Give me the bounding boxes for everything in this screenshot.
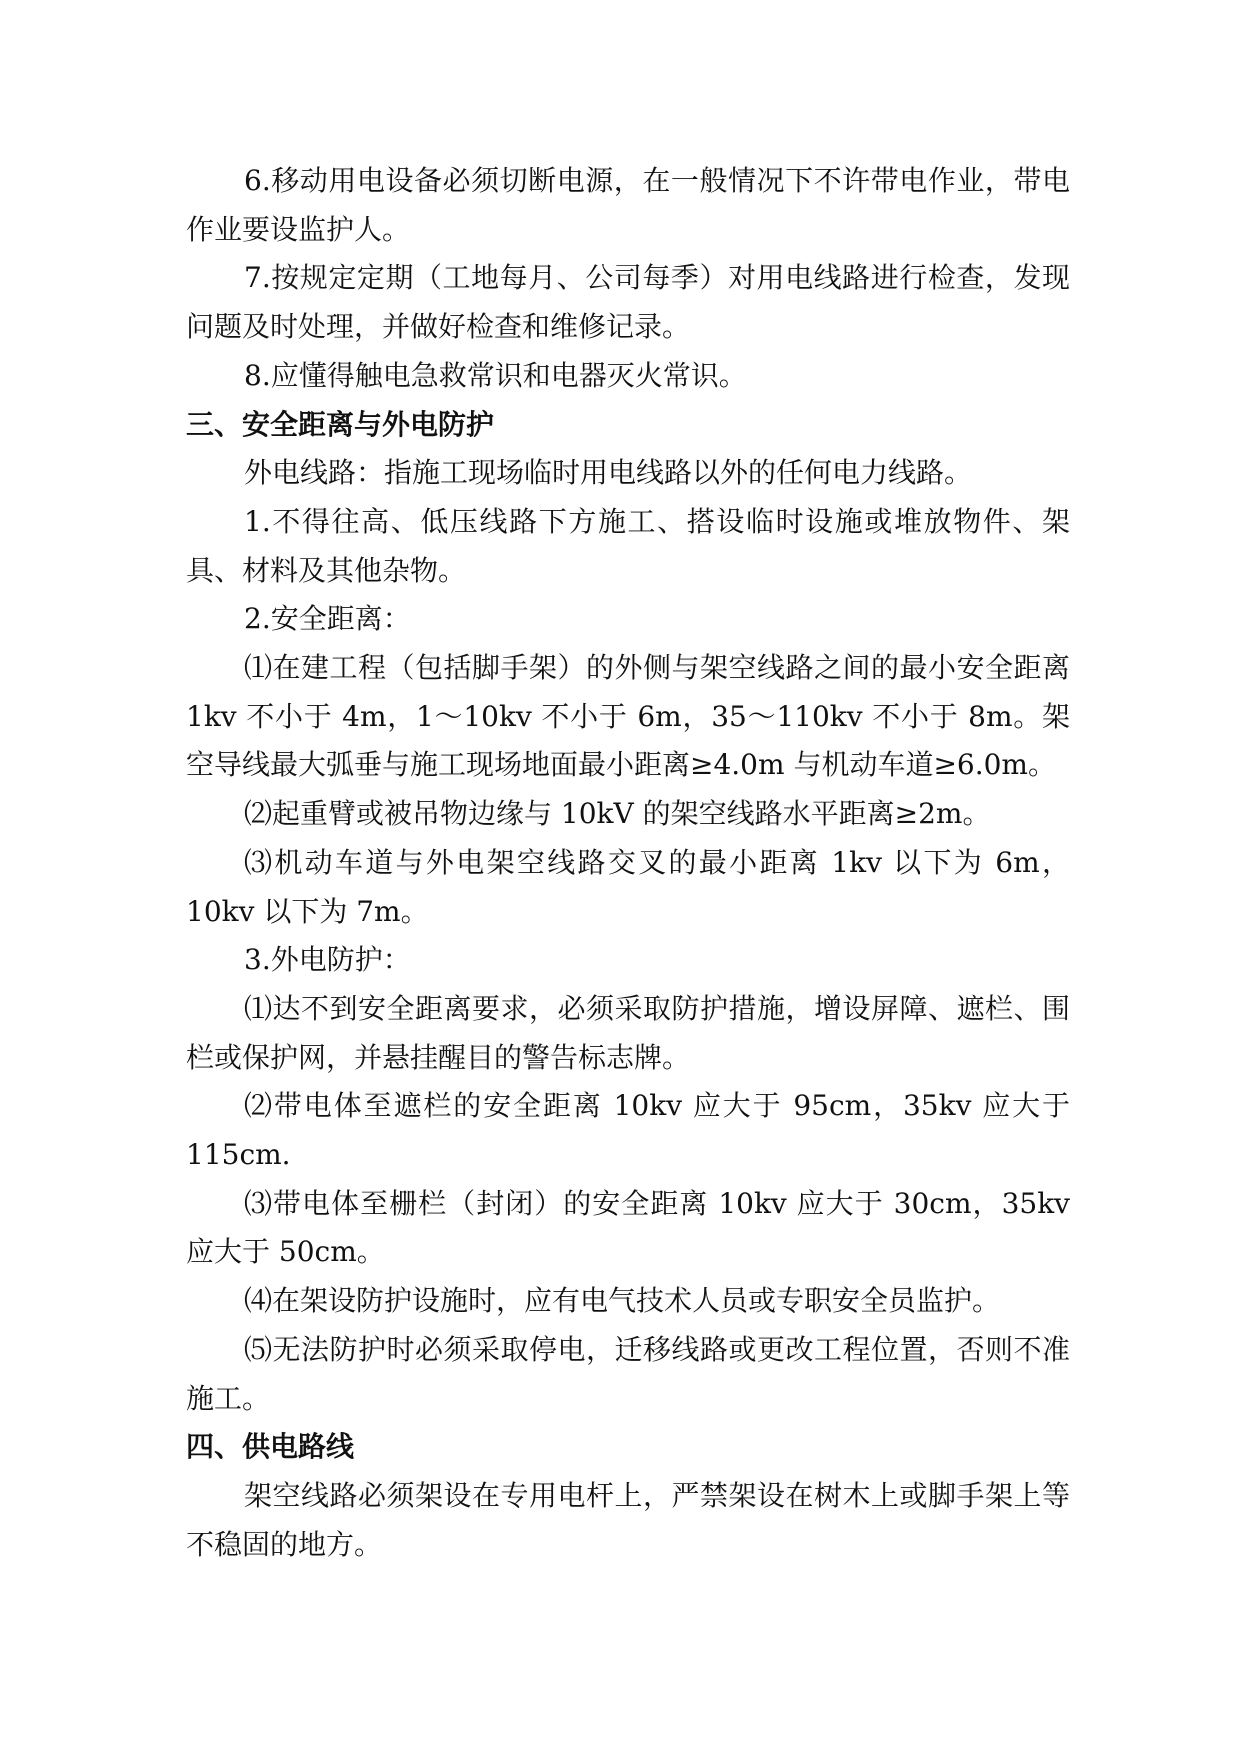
paragraph-item-1: 1.不得往高、低压线路下方施工、搭设临时设施或堆放物件、架具、材料及其他杂物。 xyxy=(186,504,1070,587)
paragraph-sub-5b: ⑸无法防护时必须采取停电，迁移线路或更改工程位置，否则不准施工。 xyxy=(186,1332,1070,1415)
section-heading-4: 四、供电路线 xyxy=(186,1430,355,1464)
paragraph-sub-2b: ⑵带电体至遮栏的安全距离 10kv 应大于 95cm，35kv 应大于 115cm. xyxy=(186,1089,1070,1172)
paragraph-sub-2: ⑵起重臂或被吊物边缘与 10kV 的架空线路水平距离≥2m。 xyxy=(244,797,991,831)
paragraph-item-6: 6.移动用电设备必须切断电源，在一般情况下不许带电作业，带电作业要设监护人。 xyxy=(186,164,1070,246)
paragraph-sub-1: ⑴在建工程（包括脚手架）的外侧与架空线路之间的最小安全距离 1kv 不小于 4m，1～10kv 不小于 6m，35～110kv 不小于 8m。架空导线最大弧垂与施工现场地面最小距离≥4.0m 与机动车道≥6.0m。 xyxy=(186,651,1070,782)
paragraph-sub-4b: ⑷在架设防护设施时，应有电气技术人员或专职安全员监护。 xyxy=(244,1284,1001,1318)
paragraph-item-3: 3.外电防护： xyxy=(244,943,411,977)
paragraph-sub-3: ⑶机动车道与外电架空线路交叉的最小距离 1kv 以下为 6m，10kv 以下为 7m。 xyxy=(186,845,1070,928)
paragraph-overhead-line: 架空线路必须架设在专用电杆上，严禁架设在树木上或脚手架上等不稳固的地方。 xyxy=(186,1478,1070,1561)
paragraph-item-7: 7.按规定定期（工地每月、公司每季）对用电线路进行检查，发现问题及时处理，并做好检查和维修记录。 xyxy=(186,261,1070,344)
paragraph-item-8: 8.应懂得触电急救常识和电器灭火常识。 xyxy=(244,358,747,392)
paragraph-sub-1b: ⑴达不到安全距离要求，必须采取防护措施，增设屏障、遮栏、围栏或保护网，并悬挂醒目的警告标志牌。 xyxy=(186,991,1070,1074)
paragraph-item-2: 2.安全距离： xyxy=(244,602,411,636)
document-body xyxy=(186,157,1070,1569)
paragraph-sub-3b: ⑶带电体至栅栏（封闭）的安全距离 10kv 应大于 30cm，35kv 应大于 50cm。 xyxy=(186,1186,1070,1269)
paragraph-definition: 外电线路：指施工现场临时用电线路以外的任何电力线路。 xyxy=(244,456,973,490)
section-heading-3: 三、安全距离与外电防护 xyxy=(186,407,495,441)
